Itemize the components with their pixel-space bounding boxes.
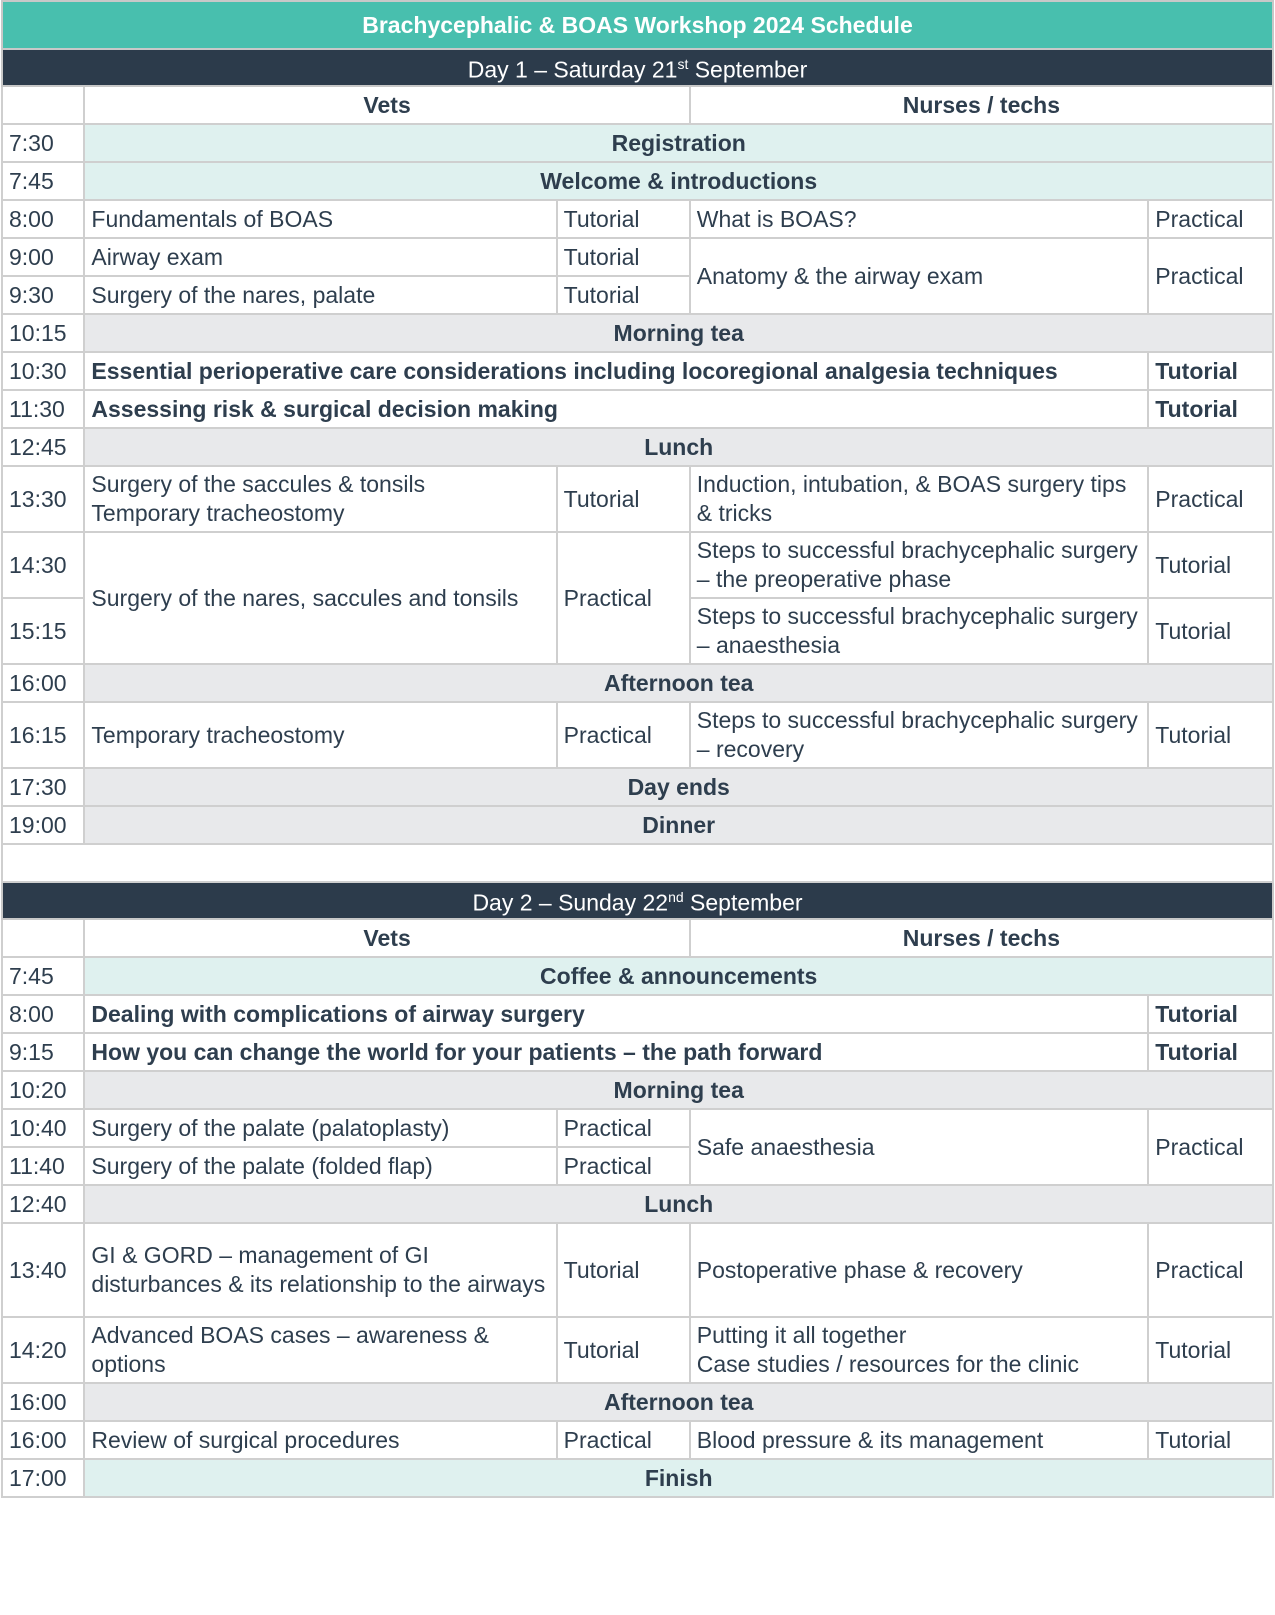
time: 9:30: [2, 276, 84, 314]
time: 10:20: [2, 1071, 84, 1109]
table-row: [2, 806, 1273, 844]
time: 14:30: [2, 532, 84, 598]
day2-label: Day 2 – Sunday 22nd September: [2, 882, 1273, 919]
nurses-type: Tutorial: [1148, 1317, 1273, 1383]
nurses-type: Practical: [1148, 466, 1273, 532]
vets-header: Vets: [84, 86, 689, 124]
table-row: [2, 995, 1273, 1033]
vets-session: Surgery of the nares, saccules and tonsils: [84, 532, 556, 664]
joint-type: Tutorial: [1148, 1033, 1273, 1071]
time: 19:00: [2, 806, 84, 844]
break-session: Lunch: [84, 428, 1273, 466]
table-row: [2, 1421, 1273, 1459]
table-row: [2, 1109, 1273, 1147]
nurses-session: What is BOAS?: [690, 200, 1149, 238]
vets-type: Practical: [557, 1147, 690, 1185]
nurses-session: Blood pressure & its management: [690, 1421, 1149, 1459]
table-row: [2, 200, 1273, 238]
vets-session: Fundamentals of BOAS: [84, 200, 556, 238]
table-row: [2, 1223, 1273, 1317]
nurses-type: Tutorial: [1148, 598, 1273, 664]
time: 7:45: [2, 162, 84, 200]
column-header-row: [2, 86, 1273, 124]
schedule-title: Brachycephalic & BOAS Workshop 2024 Schedule: [2, 1, 1273, 49]
vets-session: GI & GORD – management of GI disturbances & its relationship to the airways: [84, 1223, 556, 1317]
break-session: Afternoon tea: [84, 1383, 1273, 1421]
vets-session: Surgery of the nares, palate: [84, 276, 556, 314]
table-row: [2, 314, 1273, 352]
time: 13:30: [2, 466, 84, 532]
break-session: Morning tea: [84, 314, 1273, 352]
day1-header: [2, 49, 1273, 86]
nurses-type: Practical: [1148, 1109, 1273, 1185]
time: 15:15: [2, 598, 84, 664]
vets-type: Practical: [557, 1109, 690, 1147]
table-row: [2, 1459, 1273, 1497]
nurses-type: Tutorial: [1148, 702, 1273, 768]
time: 16:15: [2, 702, 84, 768]
schedule-table: [1, 0, 1274, 1498]
time: 8:00: [2, 995, 84, 1033]
table-row: [2, 238, 1273, 276]
vets-type: Tutorial: [557, 276, 690, 314]
vets-type: Tutorial: [557, 466, 690, 532]
day1-label: Day 1 – Saturday 21st September: [2, 49, 1273, 86]
time: 13:40: [2, 1223, 84, 1317]
break-session: Morning tea: [84, 1071, 1273, 1109]
table-row: [2, 664, 1273, 702]
vets-type: Tutorial: [557, 238, 690, 276]
table-row: [2, 768, 1273, 806]
shared-session: Coffee & announcements: [84, 957, 1273, 995]
joint-type: Tutorial: [1148, 352, 1273, 390]
table-row: [2, 532, 1273, 598]
vets-header: Vets: [84, 919, 689, 957]
nurses-session: Steps to successful brachycephalic surgery – anaesthesia: [690, 598, 1149, 664]
nurses-header: Nurses / techs: [690, 919, 1273, 957]
time: 16:00: [2, 664, 84, 702]
nurses-type: Practical: [1148, 1223, 1273, 1317]
time: 8:00: [2, 200, 84, 238]
vets-type: Tutorial: [557, 200, 690, 238]
time: 12:45: [2, 428, 84, 466]
time: 17:30: [2, 768, 84, 806]
nurses-type: Tutorial: [1148, 1421, 1273, 1459]
nurses-type: Practical: [1148, 200, 1273, 238]
time-header: [2, 919, 84, 957]
nurses-session: Postoperative phase & recovery: [690, 1223, 1149, 1317]
table-row: [2, 957, 1273, 995]
vets-type: Practical: [557, 532, 690, 664]
table-row: [2, 466, 1273, 532]
spacer: [2, 844, 1273, 882]
time: 7:30: [2, 124, 84, 162]
time: 16:00: [2, 1383, 84, 1421]
column-header-row: [2, 919, 1273, 957]
joint-session: How you can change the world for your patients – the path forward: [84, 1033, 1148, 1071]
table-row: [2, 1185, 1273, 1223]
vets-type: Tutorial: [557, 1223, 690, 1317]
table-row: [2, 1383, 1273, 1421]
time: 10:30: [2, 352, 84, 390]
nurses-session: Steps to successful brachycephalic surgery – recovery: [690, 702, 1149, 768]
vets-type: Practical: [557, 1421, 690, 1459]
vets-session: Review of surgical procedures: [84, 1421, 556, 1459]
title-row: [2, 1, 1273, 49]
table-row: [2, 352, 1273, 390]
nurses-session: Anatomy & the airway exam: [690, 238, 1149, 314]
time: 16:00: [2, 1421, 84, 1459]
vets-type: Practical: [557, 702, 690, 768]
nurses-session: Steps to successful brachycephalic surgery – the preoperative phase: [690, 532, 1149, 598]
shared-session: Registration: [84, 124, 1273, 162]
break-session: Lunch: [84, 1185, 1273, 1223]
joint-type: Tutorial: [1148, 995, 1273, 1033]
time: 9:15: [2, 1033, 84, 1071]
table-row: [2, 702, 1273, 768]
time: 14:20: [2, 1317, 84, 1383]
vets-type: Tutorial: [557, 1317, 690, 1383]
break-session: Day ends: [84, 768, 1273, 806]
joint-session: Essential perioperative care considerations including locoregional analgesia techniques: [84, 352, 1148, 390]
nurses-session: Induction, intubation, & BOAS surgery tips & tricks: [690, 466, 1149, 532]
time: 17:00: [2, 1459, 84, 1497]
table-row: [2, 162, 1273, 200]
day2-header: [2, 882, 1273, 919]
vets-session: Airway exam: [84, 238, 556, 276]
shared-session: Welcome & introductions: [84, 162, 1273, 200]
joint-session: Dealing with complications of airway surgery: [84, 995, 1148, 1033]
vets-session: Surgery of the saccules & tonsils Temporary tracheostomy: [84, 466, 556, 532]
nurses-session: Putting it all together Case studies / resources for the clinic: [690, 1317, 1149, 1383]
break-session: Dinner: [84, 806, 1273, 844]
vets-session: Advanced BOAS cases – awareness & options: [84, 1317, 556, 1383]
vets-session: Temporary tracheostomy: [84, 702, 556, 768]
table-row: [2, 1033, 1273, 1071]
vets-session: Surgery of the palate (folded flap): [84, 1147, 556, 1185]
time: 12:40: [2, 1185, 84, 1223]
time: 11:40: [2, 1147, 84, 1185]
time: 7:45: [2, 957, 84, 995]
shared-session: Finish: [84, 1459, 1273, 1497]
break-session: Afternoon tea: [84, 664, 1273, 702]
time: 10:15: [2, 314, 84, 352]
table-row: [2, 428, 1273, 466]
table-row: [2, 124, 1273, 162]
nurses-session: Safe anaesthesia: [690, 1109, 1149, 1185]
time: 10:40: [2, 1109, 84, 1147]
joint-type: Tutorial: [1148, 390, 1273, 428]
time: 11:30: [2, 390, 84, 428]
joint-session: Assessing risk & surgical decision making: [84, 390, 1148, 428]
spacer-row: [2, 844, 1273, 882]
nurses-type: Practical: [1148, 238, 1273, 314]
vets-session: Surgery of the palate (palatoplasty): [84, 1109, 556, 1147]
time: 9:00: [2, 238, 84, 276]
time-header: [2, 86, 84, 124]
table-row: [2, 1317, 1273, 1383]
nurses-header: Nurses / techs: [690, 86, 1273, 124]
nurses-type: Tutorial: [1148, 532, 1273, 598]
table-row: [2, 390, 1273, 428]
table-row: [2, 1071, 1273, 1109]
